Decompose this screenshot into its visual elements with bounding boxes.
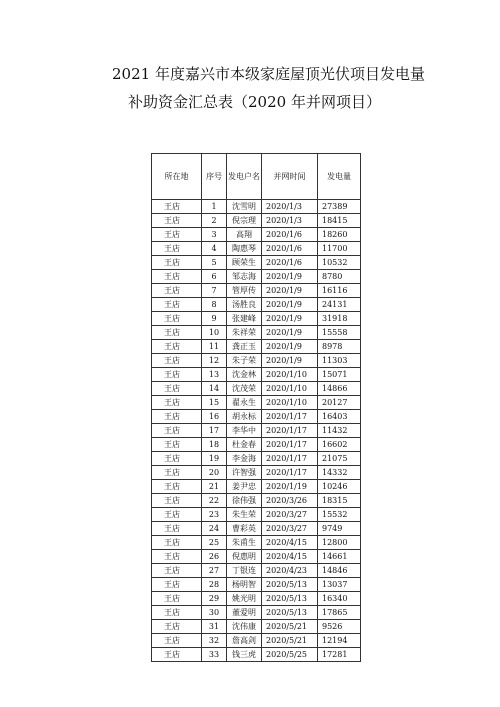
cell-grid-date: 2020/1/9 xyxy=(262,270,318,284)
cell-grid-date: 2020/5/25 xyxy=(262,648,318,662)
cell-location: 王店 xyxy=(152,410,202,424)
table-row xyxy=(152,228,361,242)
cell-grid-date: 2020/1/17 xyxy=(262,452,318,466)
cell-household-name: 胡永标 xyxy=(227,410,262,424)
cell-household-name: 丁银连 xyxy=(227,564,262,578)
cell-grid-date: 2020/1/10 xyxy=(262,368,318,382)
table-row xyxy=(152,564,361,578)
cell-index: 8 xyxy=(202,298,227,312)
cell-generation: 17865 xyxy=(318,606,361,620)
cell-grid-date: 2020/1/3 xyxy=(262,200,318,214)
table-row xyxy=(152,340,361,354)
cell-index: 11 xyxy=(202,340,227,354)
cell-household-name: 徐伟强 xyxy=(227,494,262,508)
cell-grid-date: 2020/5/13 xyxy=(262,578,318,592)
cell-index: 27 xyxy=(202,564,227,578)
cell-grid-date: 2020/1/9 xyxy=(262,340,318,354)
cell-grid-date: 2020/1/6 xyxy=(262,256,318,270)
cell-location: 王店 xyxy=(152,256,202,270)
cell-generation: 16116 xyxy=(318,284,361,298)
cell-location: 王店 xyxy=(152,494,202,508)
cell-generation: 31918 xyxy=(318,312,361,326)
table-row xyxy=(152,494,361,508)
cell-generation: 18315 xyxy=(318,494,361,508)
cell-index: 3 xyxy=(202,228,227,242)
cell-generation: 15532 xyxy=(318,508,361,522)
table-row xyxy=(152,466,361,480)
cell-grid-date: 2020/1/17 xyxy=(262,424,318,438)
cell-generation: 16340 xyxy=(318,592,361,606)
table-row xyxy=(152,480,361,494)
cell-index: 25 xyxy=(202,536,227,550)
cell-location: 王店 xyxy=(152,284,202,298)
header-household-name: 发电户名 xyxy=(227,154,262,200)
header-location: 所在地 xyxy=(152,154,202,200)
cell-grid-date: 2020/1/9 xyxy=(262,312,318,326)
cell-grid-date: 2020/5/13 xyxy=(262,592,318,606)
table-row xyxy=(152,270,361,284)
cell-location: 王店 xyxy=(152,536,202,550)
cell-generation: 9526 xyxy=(318,620,361,634)
cell-household-name: 汤胜良 xyxy=(227,298,262,312)
cell-generation: 12194 xyxy=(318,634,361,648)
cell-generation: 11700 xyxy=(318,242,361,256)
table-row xyxy=(152,326,361,340)
table-row xyxy=(152,354,361,368)
cell-household-name: 朱子荣 xyxy=(227,354,262,368)
cell-location: 王店 xyxy=(152,564,202,578)
cell-generation: 11303 xyxy=(318,354,361,368)
cell-generation: 9749 xyxy=(318,522,361,536)
table-row xyxy=(152,382,361,396)
cell-generation: 21075 xyxy=(318,452,361,466)
table-row xyxy=(152,648,361,662)
cell-generation: 8978 xyxy=(318,340,361,354)
cell-generation: 13037 xyxy=(318,578,361,592)
cell-generation: 16403 xyxy=(318,410,361,424)
cell-household-name: 龚正玉 xyxy=(227,340,262,354)
cell-generation: 10246 xyxy=(318,480,361,494)
document-title-line-2: 补助资金汇总表（2020 年并网项目） xyxy=(128,93,381,111)
table-row xyxy=(152,522,361,536)
cell-location: 王店 xyxy=(152,312,202,326)
table-row xyxy=(152,242,361,256)
cell-index: 14 xyxy=(202,382,227,396)
cell-index: 21 xyxy=(202,480,227,494)
cell-grid-date: 2020/5/13 xyxy=(262,606,318,620)
cell-household-name: 姚光明 xyxy=(227,592,262,606)
cell-index: 13 xyxy=(202,368,227,382)
cell-index: 7 xyxy=(202,284,227,298)
cell-household-name: 邹志海 xyxy=(227,270,262,284)
cell-index: 30 xyxy=(202,606,227,620)
cell-grid-date: 2020/1/17 xyxy=(262,410,318,424)
cell-household-name: 李金海 xyxy=(227,452,262,466)
cell-household-name: 杨明智 xyxy=(227,578,262,592)
cell-grid-date: 2020/1/3 xyxy=(262,214,318,228)
cell-household-name: 董爱明 xyxy=(227,606,262,620)
cell-index: 20 xyxy=(202,466,227,480)
table-row xyxy=(152,256,361,270)
cell-grid-date: 2020/1/9 xyxy=(262,326,318,340)
table-row xyxy=(152,396,361,410)
cell-household-name: 朱生荣 xyxy=(227,508,262,522)
cell-location: 王店 xyxy=(152,214,202,228)
cell-generation: 15071 xyxy=(318,368,361,382)
cell-location: 王店 xyxy=(152,606,202,620)
cell-household-name: 詹高剑 xyxy=(227,634,262,648)
cell-location: 王店 xyxy=(152,480,202,494)
cell-household-name: 翟永生 xyxy=(227,396,262,410)
cell-index: 24 xyxy=(202,522,227,536)
cell-household-name: 李华中 xyxy=(227,424,262,438)
table-row xyxy=(152,578,361,592)
cell-location: 王店 xyxy=(152,382,202,396)
cell-location: 王店 xyxy=(152,578,202,592)
cell-household-name: 倪惠明 xyxy=(227,550,262,564)
cell-grid-date: 2020/5/21 xyxy=(262,620,318,634)
cell-grid-date: 2020/4/23 xyxy=(262,564,318,578)
cell-location: 王店 xyxy=(152,620,202,634)
header-index: 序号 xyxy=(202,154,227,200)
cell-index: 10 xyxy=(202,326,227,340)
table-row xyxy=(152,620,361,634)
cell-location: 王店 xyxy=(152,634,202,648)
cell-generation: 24131 xyxy=(318,298,361,312)
cell-grid-date: 2020/1/19 xyxy=(262,480,318,494)
cell-location: 王店 xyxy=(152,438,202,452)
cell-generation: 14332 xyxy=(318,466,361,480)
table-row xyxy=(152,606,361,620)
cell-index: 5 xyxy=(202,256,227,270)
table-row xyxy=(152,424,361,438)
cell-location: 王店 xyxy=(152,340,202,354)
cell-household-name: 管厚传 xyxy=(227,284,262,298)
cell-household-name: 倪宗理 xyxy=(227,214,262,228)
cell-index: 26 xyxy=(202,550,227,564)
cell-location: 王店 xyxy=(152,326,202,340)
cell-location: 王店 xyxy=(152,648,202,662)
cell-location: 王店 xyxy=(152,550,202,564)
cell-index: 18 xyxy=(202,438,227,452)
cell-location: 王店 xyxy=(152,200,202,214)
cell-grid-date: 2020/1/9 xyxy=(262,284,318,298)
header-row xyxy=(152,154,361,200)
cell-index: 2 xyxy=(202,214,227,228)
cell-grid-date: 2020/4/15 xyxy=(262,550,318,564)
cell-generation: 27389 xyxy=(318,200,361,214)
cell-grid-date: 2020/4/15 xyxy=(262,536,318,550)
cell-location: 王店 xyxy=(152,508,202,522)
cell-index: 29 xyxy=(202,592,227,606)
cell-location: 王店 xyxy=(152,466,202,480)
grid-power-summary-table xyxy=(151,153,361,662)
cell-index: 4 xyxy=(202,242,227,256)
cell-generation: 16602 xyxy=(318,438,361,452)
cell-generation: 18415 xyxy=(318,214,361,228)
table-row xyxy=(152,508,361,522)
table-row xyxy=(152,368,361,382)
cell-index: 17 xyxy=(202,424,227,438)
table-row xyxy=(152,410,361,424)
cell-index: 32 xyxy=(202,634,227,648)
cell-grid-date: 2020/1/10 xyxy=(262,382,318,396)
cell-grid-date: 2020/1/9 xyxy=(262,298,318,312)
cell-grid-date: 2020/1/9 xyxy=(262,354,318,368)
table-row xyxy=(152,298,361,312)
table-row xyxy=(152,438,361,452)
cell-generation: 17281 xyxy=(318,648,361,662)
cell-household-name: 顾荣生 xyxy=(227,256,262,270)
header-grid-date: 并网时间 xyxy=(262,154,318,200)
cell-index: 16 xyxy=(202,410,227,424)
cell-location: 王店 xyxy=(152,452,202,466)
cell-grid-date: 2020/3/27 xyxy=(262,508,318,522)
cell-generation: 8780 xyxy=(318,270,361,284)
table-body xyxy=(152,200,361,662)
cell-location: 王店 xyxy=(152,368,202,382)
cell-grid-date: 2020/1/10 xyxy=(262,396,318,410)
cell-household-name: 杜金春 xyxy=(227,438,262,452)
cell-household-name: 曹彩英 xyxy=(227,522,262,536)
cell-household-name: 张建峰 xyxy=(227,312,262,326)
cell-household-name: 沈伟康 xyxy=(227,620,262,634)
cell-household-name: 沈雪明 xyxy=(227,200,262,214)
table-row xyxy=(152,284,361,298)
cell-location: 王店 xyxy=(152,396,202,410)
cell-generation: 10532 xyxy=(318,256,361,270)
cell-generation: 15558 xyxy=(318,326,361,340)
cell-location: 王店 xyxy=(152,298,202,312)
table-row xyxy=(152,214,361,228)
cell-index: 22 xyxy=(202,494,227,508)
cell-generation: 14661 xyxy=(318,550,361,564)
cell-grid-date: 2020/1/6 xyxy=(262,228,318,242)
table-row xyxy=(152,550,361,564)
cell-location: 王店 xyxy=(152,354,202,368)
cell-location: 王店 xyxy=(152,242,202,256)
cell-index: 23 xyxy=(202,508,227,522)
table-row xyxy=(152,200,361,214)
cell-index: 31 xyxy=(202,620,227,634)
cell-household-name: 朱甫生 xyxy=(227,536,262,550)
cell-generation: 14866 xyxy=(318,382,361,396)
cell-location: 王店 xyxy=(152,270,202,284)
cell-household-name: 姜尹忠 xyxy=(227,480,262,494)
cell-index: 28 xyxy=(202,578,227,592)
cell-grid-date: 2020/1/6 xyxy=(262,242,318,256)
table-row xyxy=(152,312,361,326)
cell-generation: 14846 xyxy=(318,564,361,578)
cell-grid-date: 2020/3/27 xyxy=(262,522,318,536)
cell-index: 33 xyxy=(202,648,227,662)
cell-household-name: 钱三虎 xyxy=(227,648,262,662)
cell-index: 15 xyxy=(202,396,227,410)
cell-household-name: 许智强 xyxy=(227,466,262,480)
cell-generation: 18260 xyxy=(318,228,361,242)
cell-location: 王店 xyxy=(152,424,202,438)
cell-index: 9 xyxy=(202,312,227,326)
header-generation: 发电量 xyxy=(318,154,361,200)
cell-index: 19 xyxy=(202,452,227,466)
cell-index: 6 xyxy=(202,270,227,284)
cell-location: 王店 xyxy=(152,592,202,606)
cell-grid-date: 2020/1/17 xyxy=(262,466,318,480)
cell-location: 王店 xyxy=(152,522,202,536)
cell-generation: 20127 xyxy=(318,396,361,410)
table-row xyxy=(152,634,361,648)
cell-generation: 12800 xyxy=(318,536,361,550)
cell-household-name: 沈茂荣 xyxy=(227,382,262,396)
cell-index: 12 xyxy=(202,354,227,368)
table-row xyxy=(152,592,361,606)
table-header xyxy=(152,154,361,200)
cell-household-name: 沈金林 xyxy=(227,368,262,382)
cell-index: 1 xyxy=(202,200,227,214)
cell-grid-date: 2020/1/17 xyxy=(262,438,318,452)
cell-location: 王店 xyxy=(152,228,202,242)
cell-household-name: 高翔 xyxy=(227,228,262,242)
document-title-line-1: 2021 年度嘉兴市本级家庭屋顶光伏项目发电量 xyxy=(112,65,425,83)
cell-generation: 11432 xyxy=(318,424,361,438)
cell-grid-date: 2020/3/26 xyxy=(262,494,318,508)
table-row xyxy=(152,452,361,466)
table-row xyxy=(152,536,361,550)
cell-household-name: 朱祥荣 xyxy=(227,326,262,340)
cell-grid-date: 2020/5/21 xyxy=(262,634,318,648)
cell-household-name: 陶惠琴 xyxy=(227,242,262,256)
